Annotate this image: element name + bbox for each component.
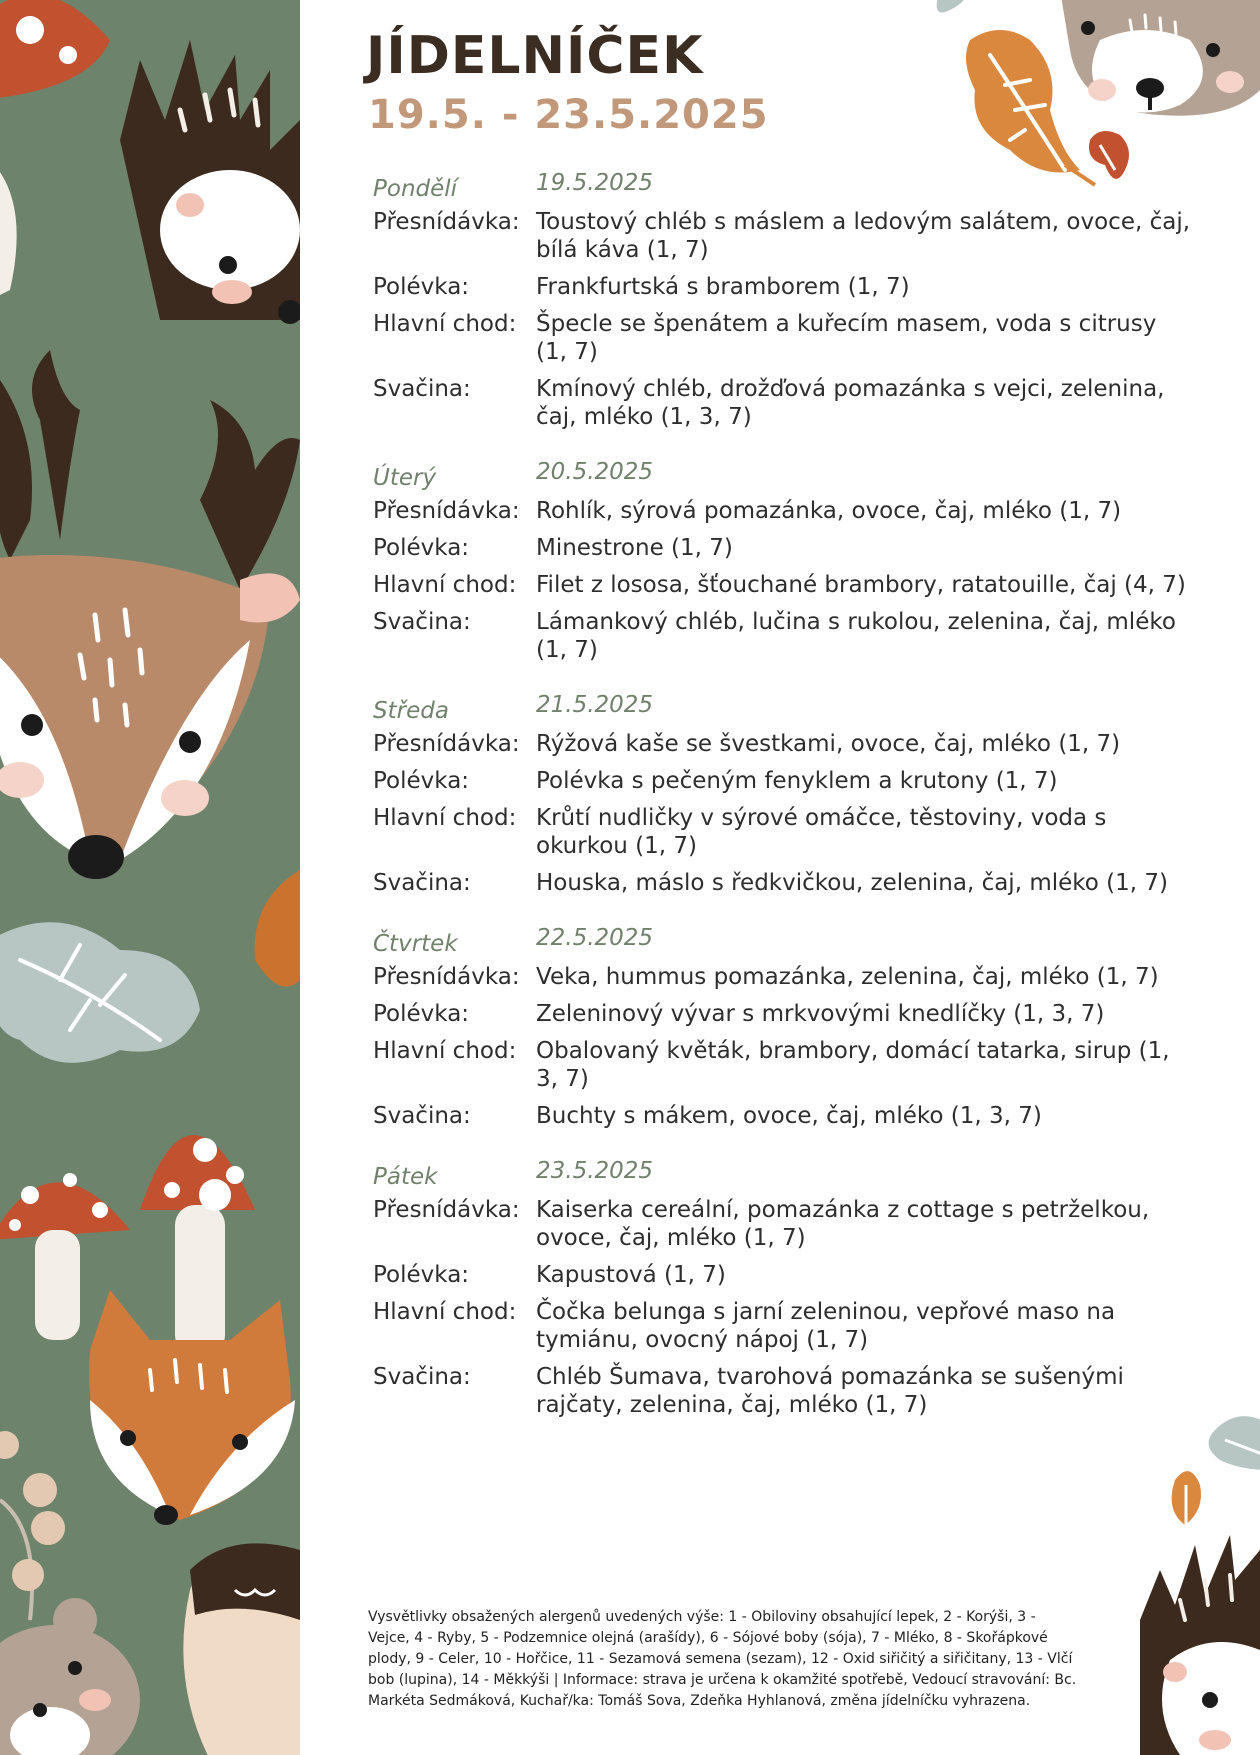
meal-label: Přesnídávka: [373, 1197, 520, 1223]
weekly-menu [373, 168, 1193, 1445]
meal-label: Polévka: [373, 274, 470, 300]
meal-description: Krůtí nudličky v sýrové omáčce, těstoviny, voda s okurkou (1, 7) [536, 805, 1107, 859]
meal-description: Houska, máslo s ředkvičkou, zelenina, čaj, mléko (1, 7) [536, 870, 1168, 896]
meal-description: Obalovaný květák, brambory, domácí tatarka, sirup (1, 3, 7) [536, 1038, 1170, 1092]
meal-row [373, 804, 1193, 860]
day-date: 23.5.2025 [536, 1158, 654, 1184]
meal-row [373, 571, 1193, 599]
meal-description: Minestrone (1, 7) [536, 535, 733, 561]
page-title: JÍDELNÍČEK [366, 26, 704, 86]
meal-label: Hlavní chod: [373, 805, 517, 831]
day-header [373, 1156, 1193, 1196]
meal-label: Svačina: [373, 1103, 471, 1129]
meal-description: Kmínový chléb, drožďová pomazánka s vejci, zelenina, čaj, mléko (1, 3, 7) [536, 376, 1165, 430]
day-date: 22.5.2025 [536, 925, 654, 951]
meal-description: Polévka s pečeným fenyklem a krutony (1, 7) [536, 768, 1058, 794]
meal-description: Buchty s mákem, ovoce, čaj, mléko (1, 3, 7) [536, 1103, 1042, 1129]
meal-label: Svačina: [373, 1364, 471, 1390]
day-date: 19.5.2025 [536, 170, 654, 196]
meal-label: Polévka: [373, 768, 470, 794]
leaf-icon [937, 0, 966, 13]
meal-description: Frankfurtská s bramborem (1, 7) [536, 274, 910, 300]
meal-description: Toustový chléb s máslem a ledovým salátem, ovoce, čaj, bílá káva (1, 7) [536, 209, 1191, 263]
day-date: 20.5.2025 [536, 459, 654, 485]
meal-row [373, 208, 1193, 264]
meal-row [373, 963, 1193, 991]
meal-description: Lámankový chléb, lučina s rukolou, zelenina, čaj, mléko (1, 7) [536, 609, 1176, 663]
meal-row [373, 375, 1193, 431]
meal-row [373, 310, 1193, 366]
meal-row [373, 869, 1193, 897]
day-name: Čtvrtek [373, 931, 458, 957]
meal-description: Špecle se špenátem a kuřecím masem, voda s citrusy (1, 7) [536, 311, 1157, 365]
meal-description: Chléb Šumava, tvarohová pomazánka se sušenými rajčaty, zelenina, čaj, mléko (1, 7) [536, 1364, 1124, 1418]
meal-row [373, 608, 1193, 664]
meal-description: Kaiserka cereální, pomazánka z cottage s petrželkou, ovoce, čaj, mléko (1, 7) [536, 1197, 1150, 1251]
day-header [373, 690, 1193, 730]
meal-row [373, 1363, 1193, 1419]
day-header [373, 923, 1193, 963]
meal-label: Hlavní chod: [373, 572, 517, 598]
meal-label: Hlavní chod: [373, 311, 517, 337]
meal-label: Polévka: [373, 1262, 470, 1288]
date-range: 19.5. - 23.5.2025 [368, 92, 769, 138]
meal-label: Hlavní chod: [373, 1299, 517, 1325]
meal-label: Přesnídávka: [373, 731, 520, 757]
day-date: 21.5.2025 [536, 692, 654, 718]
meal-row [373, 534, 1193, 562]
meal-description: Kapustová (1, 7) [536, 1262, 726, 1288]
meal-description: Filet z lososa, šťouchané brambory, ratatouille, čaj (4, 7) [536, 572, 1186, 598]
bear-icon [1060, 0, 1260, 116]
meal-description: Zeleninový vývar s mrkvovými knedlíčky (1, 3, 7) [536, 1001, 1105, 1027]
allergen-footnote: Vysvětlivky obsažených alergenů uvedených výše: 1 - Obiloviny obsahující lepek, 2 - Korýši, 3 - Vejce, 4 - Ryby, 5 - Podzemnice olejná (arašídy), 6 - Sójové boby (sója), 7 - Mléko, 8 - Skořápkové plody, 9 - Celer, 10 - Hořčice, 11 - Sezamová semena (sezam), 12 - Oxid siřičitý a siřičitany, 13 - Vlčí bob (lupina), 14 - Měkkýši | Informace: strava je určena k okamžité spotřebě, Vedoucí stravování: Bc. Markéta Sedmáková, Kuchař/ka: Tomáš Sova, Zdeňka Hyhlanová, změna jídelníčku vyhrazena. [368, 1609, 1077, 1709]
meal-row [373, 1261, 1193, 1289]
meal-description: Čočka belunga s jarní zeleninou, vepřové maso na tymiánu, ovocný nápoj (1, 7) [536, 1299, 1116, 1353]
meal-label: Svačina: [373, 870, 471, 896]
day-section [373, 1156, 1193, 1419]
meal-description: Veka, hummus pomazánka, zelenina, čaj, mléko (1, 7) [536, 964, 1159, 990]
day-section [373, 690, 1193, 897]
meal-label: Přesnídávka: [373, 964, 520, 990]
day-name: Pátek [373, 1164, 438, 1190]
day-name: Pondělí [373, 176, 458, 202]
leaf-icon [1209, 1416, 1260, 1470]
meal-row [373, 1102, 1193, 1130]
day-section [373, 457, 1193, 664]
meal-row [373, 730, 1193, 758]
meal-label: Polévka: [373, 1001, 470, 1027]
bottom-right-decoration [1130, 1400, 1260, 1755]
hedgehog-icon [1140, 1535, 1260, 1755]
meal-row [373, 497, 1193, 525]
meal-label: Svačina: [373, 609, 471, 635]
meal-label: Přesnídávka: [373, 498, 520, 524]
meal-row [373, 1000, 1193, 1028]
day-name: Středa [373, 698, 449, 724]
meal-label: Hlavní chod: [373, 1038, 517, 1064]
day-name: Úterý [373, 465, 437, 491]
meal-row [373, 1196, 1193, 1252]
day-header [373, 168, 1193, 208]
day-header [373, 457, 1193, 497]
meal-row [373, 1298, 1193, 1354]
woodland-sidebar [0, 0, 300, 1755]
meal-label: Přesnídávka: [373, 209, 520, 235]
meal-row [373, 767, 1193, 795]
meal-label: Svačina: [373, 376, 471, 402]
meal-label: Polévka: [373, 535, 470, 561]
acorn-icon [183, 1543, 300, 1755]
meal-row [373, 1037, 1193, 1093]
meal-description: Rýžová kaše se švestkami, ovoce, čaj, mléko (1, 7) [536, 731, 1121, 757]
meal-description: Rohlík, sýrová pomazánka, ovoce, čaj, mléko (1, 7) [536, 498, 1122, 524]
leaf-icon [1172, 1471, 1201, 1525]
meal-row [373, 273, 1193, 301]
day-section [373, 923, 1193, 1130]
day-section [373, 168, 1193, 431]
